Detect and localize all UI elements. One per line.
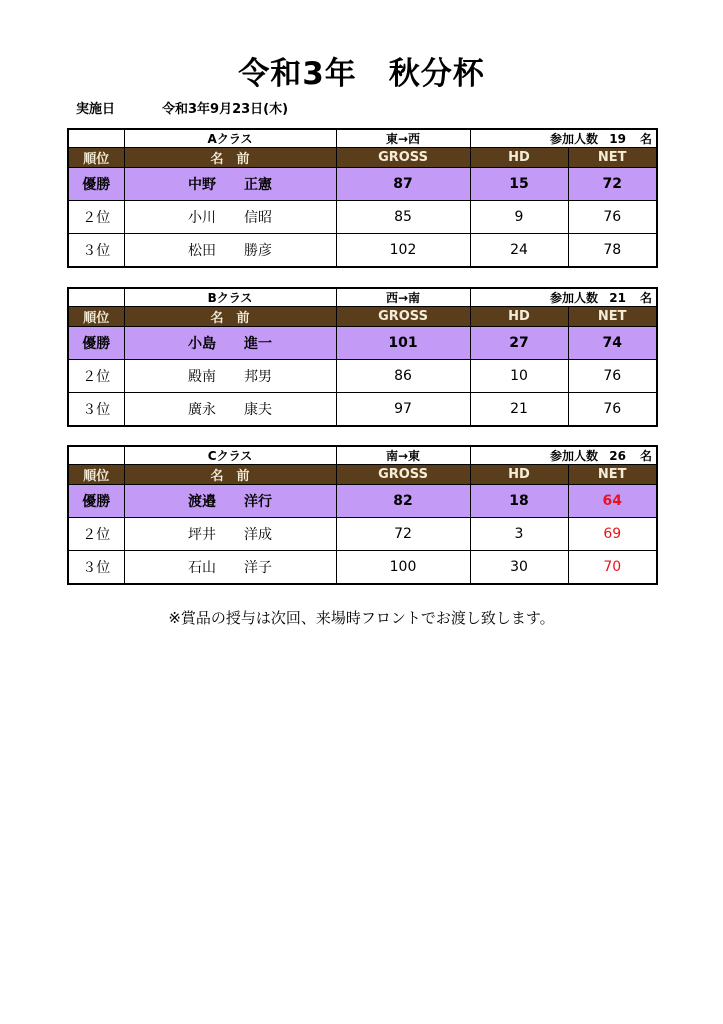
header-name: 名 前 — [124, 465, 336, 485]
class-header-row — [68, 129, 657, 148]
hd: 3 — [470, 518, 568, 551]
class-header-row — [68, 288, 657, 307]
header-gross: GROSS — [336, 307, 470, 327]
table-row — [68, 360, 657, 393]
gross: 97 — [336, 393, 470, 427]
table-row — [68, 485, 657, 518]
net: 72 — [568, 168, 657, 201]
net: 76 — [568, 360, 657, 393]
rank: 優勝 — [68, 327, 124, 360]
rank: ２位 — [68, 518, 124, 551]
net: 76 — [568, 393, 657, 427]
hd: 24 — [470, 234, 568, 268]
date-label: 実施日 — [76, 102, 116, 117]
date-value: 令和3年9月23日(木) — [162, 102, 289, 117]
hd: 30 — [470, 551, 568, 585]
gross: 87 — [336, 168, 470, 201]
gross: 82 — [336, 485, 470, 518]
participants-label: 参加人数 — [549, 448, 598, 463]
course: 西→南 — [336, 288, 470, 307]
header-name: 名 前 — [124, 148, 336, 168]
header-rank: 順位 — [68, 307, 124, 327]
class-name: Aクラス — [124, 129, 336, 148]
table-row — [68, 551, 657, 585]
net: 78 — [568, 234, 657, 268]
header-gross: GROSS — [336, 148, 470, 168]
participants-count: 21 — [609, 290, 626, 305]
class-a-table — [67, 128, 658, 268]
gross: 85 — [336, 201, 470, 234]
gross: 102 — [336, 234, 470, 268]
class-name: Cクラス — [124, 446, 336, 465]
header-rank: 順位 — [68, 465, 124, 485]
player-name: 坪井 洋成 — [124, 518, 336, 551]
player-name: 松田 勝彦 — [124, 234, 336, 268]
player-name: 中野 正憲 — [124, 168, 336, 201]
participants-unit: 名 — [639, 131, 652, 146]
class-c-table — [67, 445, 658, 585]
participants — [471, 290, 657, 306]
hd: 10 — [470, 360, 568, 393]
table-row — [68, 168, 657, 201]
hd: 18 — [470, 485, 568, 518]
header-net: NET — [568, 148, 657, 168]
course: 東→西 — [336, 129, 470, 148]
hd: 15 — [470, 168, 568, 201]
participants-count: 19 — [609, 131, 626, 146]
player-name: 廣永 康夫 — [124, 393, 336, 427]
participants-count: 26 — [609, 448, 626, 463]
table-row — [68, 393, 657, 427]
course: 南→東 — [336, 446, 470, 465]
participants — [471, 448, 657, 464]
net: 64 — [568, 485, 657, 518]
page-title: 令和3年 秋分杯 — [238, 56, 485, 92]
net: 69 — [568, 518, 657, 551]
header-name: 名 前 — [124, 307, 336, 327]
player-name: 石山 洋子 — [124, 551, 336, 585]
rank: 優勝 — [68, 485, 124, 518]
column-header-row — [68, 148, 657, 168]
gross: 101 — [336, 327, 470, 360]
gross: 86 — [336, 360, 470, 393]
header-gross: GROSS — [336, 465, 470, 485]
participants-unit: 名 — [639, 448, 652, 463]
class-name: Bクラス — [124, 288, 336, 307]
rank: ３位 — [68, 234, 124, 268]
gross: 72 — [336, 518, 470, 551]
header-net: NET — [568, 465, 657, 485]
footer-note: ※賞品の授与は次回、来場時フロントでお渡し致します。 — [168, 609, 555, 627]
header-net: NET — [568, 307, 657, 327]
player-name: 小川 信昭 — [124, 201, 336, 234]
header-hd: HD — [470, 307, 568, 327]
header-hd: HD — [470, 148, 568, 168]
header-rank: 順位 — [68, 148, 124, 168]
player-name: 小島 進一 — [124, 327, 336, 360]
table-row — [68, 518, 657, 551]
participants — [471, 131, 657, 147]
net: 70 — [568, 551, 657, 585]
table-row — [68, 234, 657, 268]
net: 76 — [568, 201, 657, 234]
column-header-row — [68, 307, 657, 327]
table-row — [68, 201, 657, 234]
hd: 27 — [470, 327, 568, 360]
gross: 100 — [336, 551, 470, 585]
player-name: 殿南 邦男 — [124, 360, 336, 393]
net: 74 — [568, 327, 657, 360]
hd: 21 — [470, 393, 568, 427]
rank: ２位 — [68, 201, 124, 234]
class-header-row — [68, 446, 657, 465]
class-b-table — [67, 287, 658, 427]
rank: ３位 — [68, 393, 124, 427]
participants-label: 参加人数 — [549, 131, 598, 146]
rank: ２位 — [68, 360, 124, 393]
header-hd: HD — [470, 465, 568, 485]
participants-label: 参加人数 — [549, 290, 598, 305]
rank: ３位 — [68, 551, 124, 585]
hd: 9 — [470, 201, 568, 234]
rank: 優勝 — [68, 168, 124, 201]
column-header-row — [68, 465, 657, 485]
participants-unit: 名 — [639, 290, 652, 305]
table-row — [68, 327, 657, 360]
player-name: 渡邉 洋行 — [124, 485, 336, 518]
